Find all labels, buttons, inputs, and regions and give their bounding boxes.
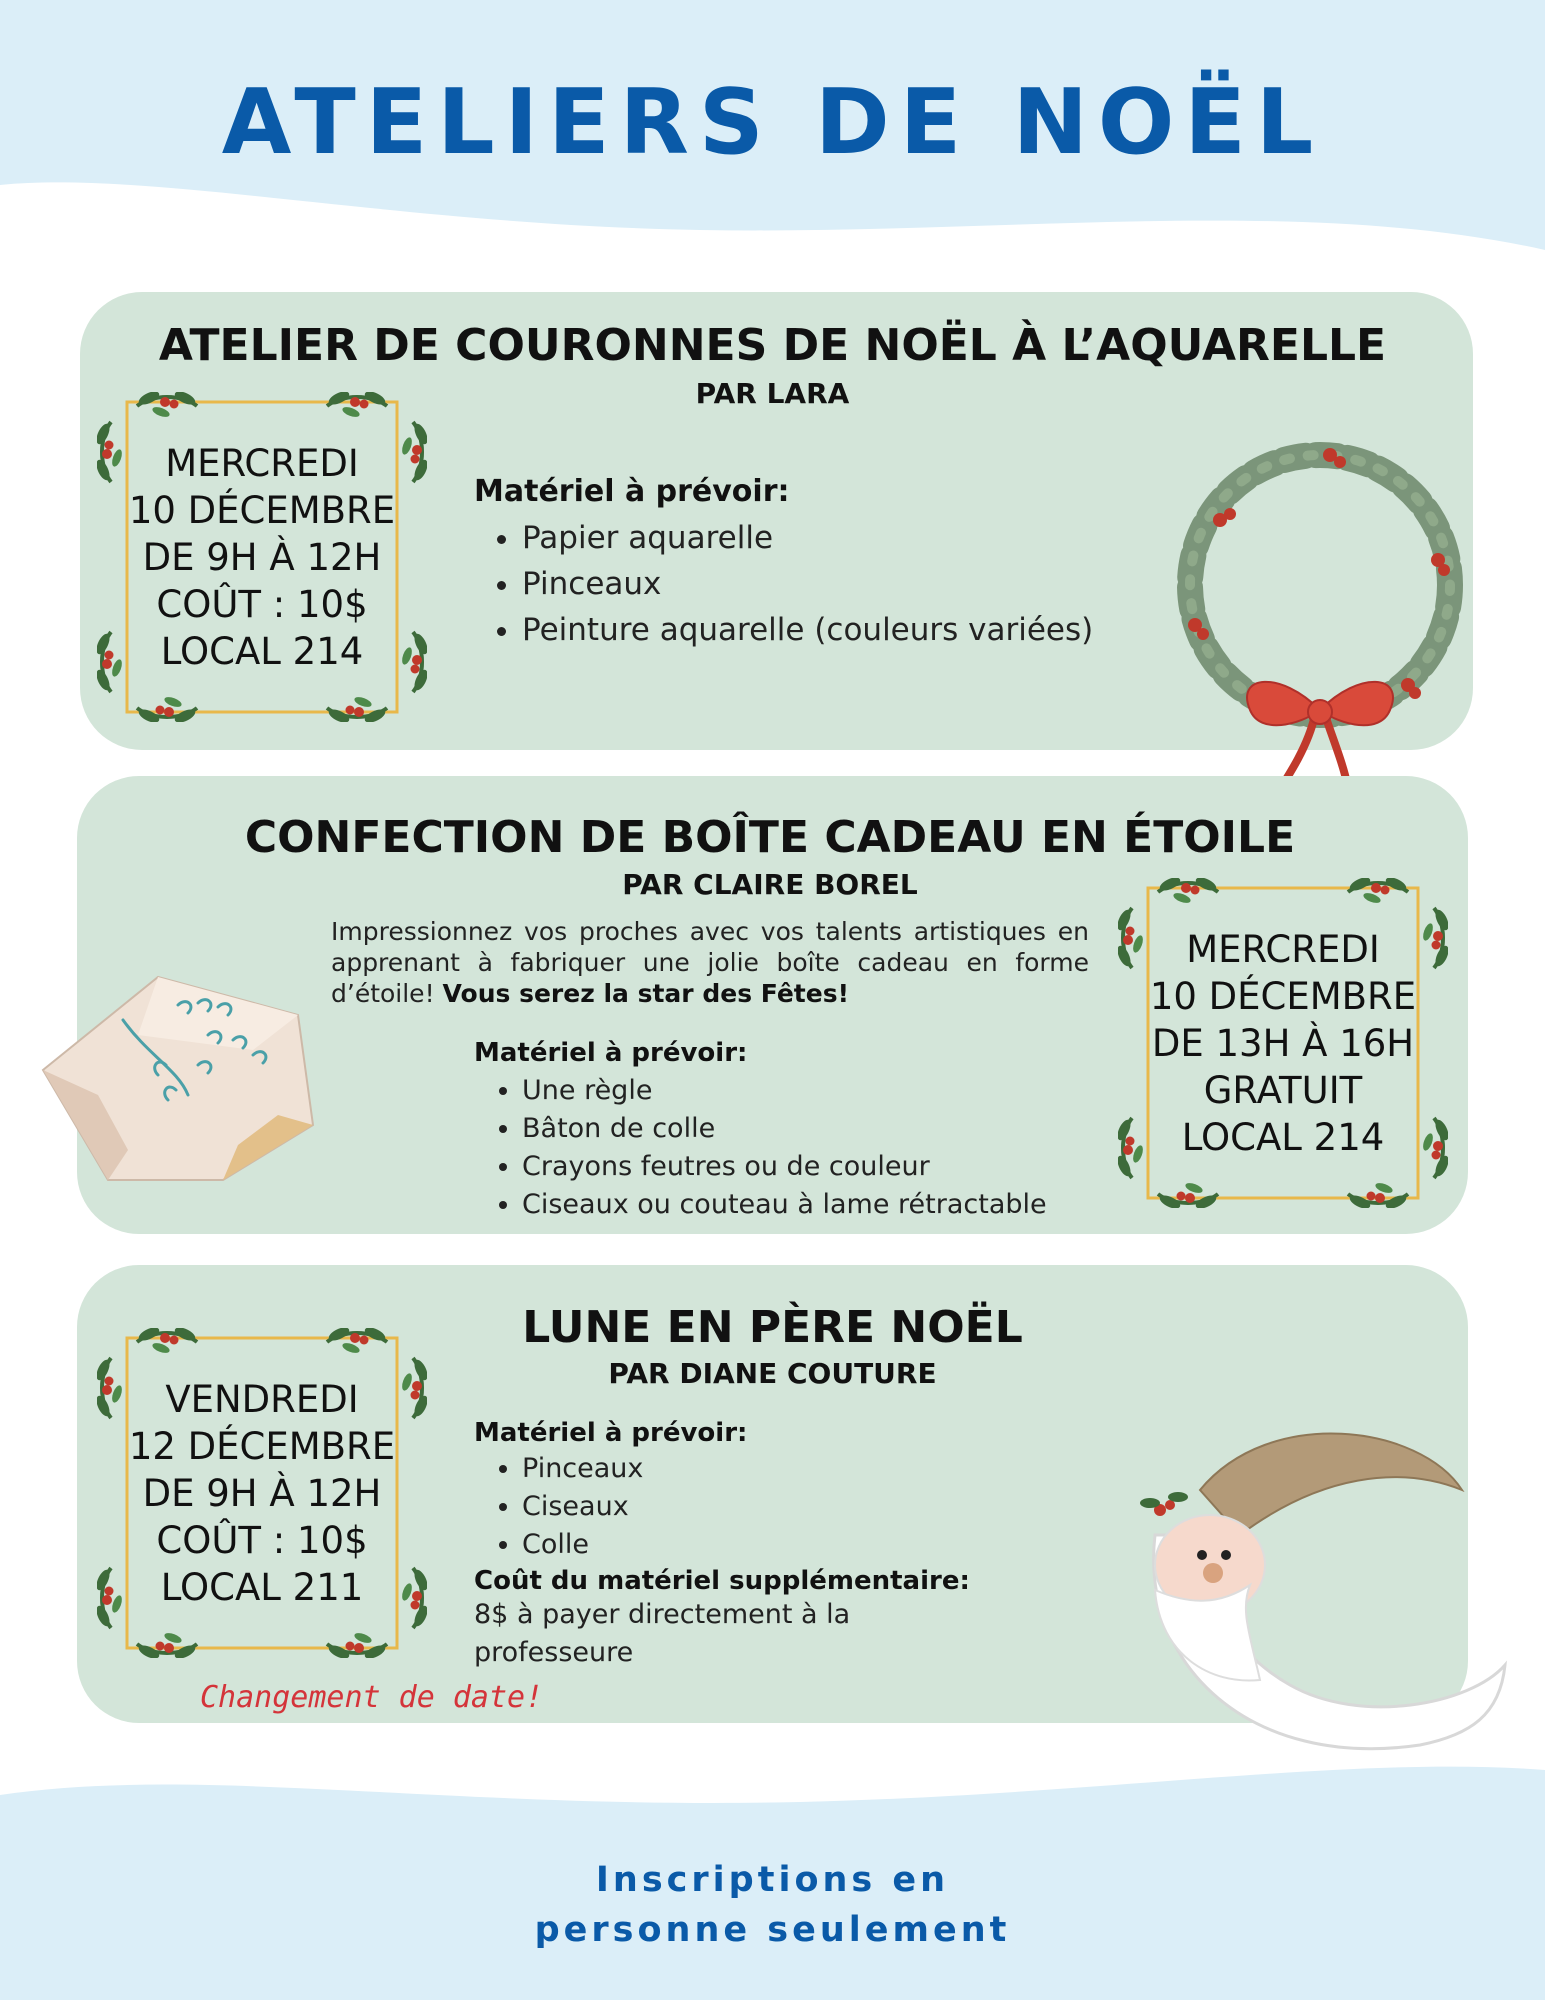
santa-moon-icon bbox=[1100, 1415, 1520, 1780]
workshop-date: 10 DÉCEMBRE bbox=[128, 488, 396, 532]
materials-list bbox=[474, 1072, 1047, 1224]
materials-title: Matériel à prévoir: bbox=[474, 474, 790, 509]
materials-section bbox=[474, 1038, 1047, 1224]
workshop-date: 12 DÉCEMBRE bbox=[128, 1424, 396, 1468]
date-change-note: Changement de date! bbox=[200, 1680, 544, 1715]
workshop-info bbox=[1118, 878, 1448, 1208]
materials-item: • Bâton de colle bbox=[522, 1110, 1047, 1148]
description-highlight: Vous serez la star des Fêtes! bbox=[442, 979, 849, 1008]
extra-cost-text bbox=[474, 1596, 970, 1672]
materials-item: • Ciseaux bbox=[522, 1488, 970, 1526]
workshop-title: ATELIER DE COURONNES DE NOËL À L’AQUARELLE bbox=[158, 320, 1387, 371]
materials-item: • Crayons feutres ou de couleur bbox=[522, 1148, 1047, 1186]
workshop-presenter: PAR CLAIRE BOREL bbox=[622, 868, 918, 901]
materials-item: • Ciseaux ou couteau à lame rétractable bbox=[522, 1186, 1047, 1224]
workshop-info-frame bbox=[97, 1328, 427, 1658]
materials-section bbox=[474, 1418, 970, 1672]
workshop-room: LOCAL 214 bbox=[1181, 1115, 1385, 1159]
star-box-icon bbox=[38, 975, 328, 1185]
page-title: ATELIERS DE NOËL bbox=[221, 70, 1324, 175]
materials-item: • Pinceaux bbox=[522, 1450, 970, 1488]
workshop-info bbox=[97, 1328, 427, 1658]
workshop-room: LOCAL 214 bbox=[160, 629, 364, 673]
workshop-day: MERCREDI bbox=[165, 441, 359, 485]
materials-item: • Papier aquarelle bbox=[522, 515, 1093, 561]
workshop-time: DE 9H À 12H bbox=[142, 535, 382, 579]
materials-item: • Une règle bbox=[522, 1072, 1047, 1110]
workshop-date: 10 DÉCEMBRE bbox=[1149, 974, 1417, 1018]
workshop-cost: COÛT : 10$ bbox=[156, 1518, 368, 1562]
materials-item: • Colle bbox=[522, 1526, 970, 1564]
workshop-cost: GRATUIT bbox=[1203, 1068, 1363, 1112]
workshop-info-frame bbox=[1118, 878, 1448, 1208]
workshop-time: DE 9H À 12H bbox=[142, 1471, 382, 1515]
materials-item: • Peinture aquarelle (couleurs variées) bbox=[522, 607, 1093, 653]
materials-title: Matériel à prévoir: bbox=[474, 1418, 748, 1448]
workshop-time: DE 13H À 16H bbox=[1151, 1021, 1415, 1065]
materials-list bbox=[474, 1450, 970, 1564]
workshop-presenter: PAR LARA bbox=[695, 377, 850, 410]
materials-item: • Pinceaux bbox=[522, 561, 1093, 607]
workshop-presenter: PAR DIANE COUTURE bbox=[608, 1357, 937, 1390]
workshop-info-frame bbox=[97, 392, 427, 722]
registration-note bbox=[0, 1855, 1545, 1955]
workshop-info bbox=[97, 392, 427, 722]
workshop-room: LOCAL 211 bbox=[160, 1565, 364, 1609]
extra-cost-line: professeure bbox=[474, 1637, 634, 1668]
extra-cost-line: 8$ à payer directement à la bbox=[474, 1599, 851, 1630]
extra-cost-title: Coût du matériel supplémentaire: bbox=[474, 1566, 970, 1596]
workshop-title: LUNE EN PÈRE NOËL bbox=[522, 1302, 1023, 1353]
workshop-day: VENDREDI bbox=[165, 1377, 359, 1421]
materials-section bbox=[474, 474, 1093, 653]
description-text: Impressionnez vos proches avec vos talents artistiques en apprenant à fabriquer une jolie boîte cadeau en forme d’étoile! bbox=[331, 917, 1089, 1008]
registration-line: personne seulement bbox=[534, 1910, 1011, 1950]
workshop-cost: COÛT : 10$ bbox=[156, 582, 368, 626]
workshop-description bbox=[331, 916, 1089, 1009]
registration-line: Inscriptions en bbox=[595, 1860, 950, 1900]
materials-list bbox=[474, 515, 1093, 653]
materials-title: Matériel à prévoir: bbox=[474, 1038, 748, 1068]
workshop-day: MERCREDI bbox=[1186, 927, 1380, 971]
workshop-title: CONFECTION DE BOÎTE CADEAU EN ÉTOILE bbox=[244, 812, 1296, 863]
